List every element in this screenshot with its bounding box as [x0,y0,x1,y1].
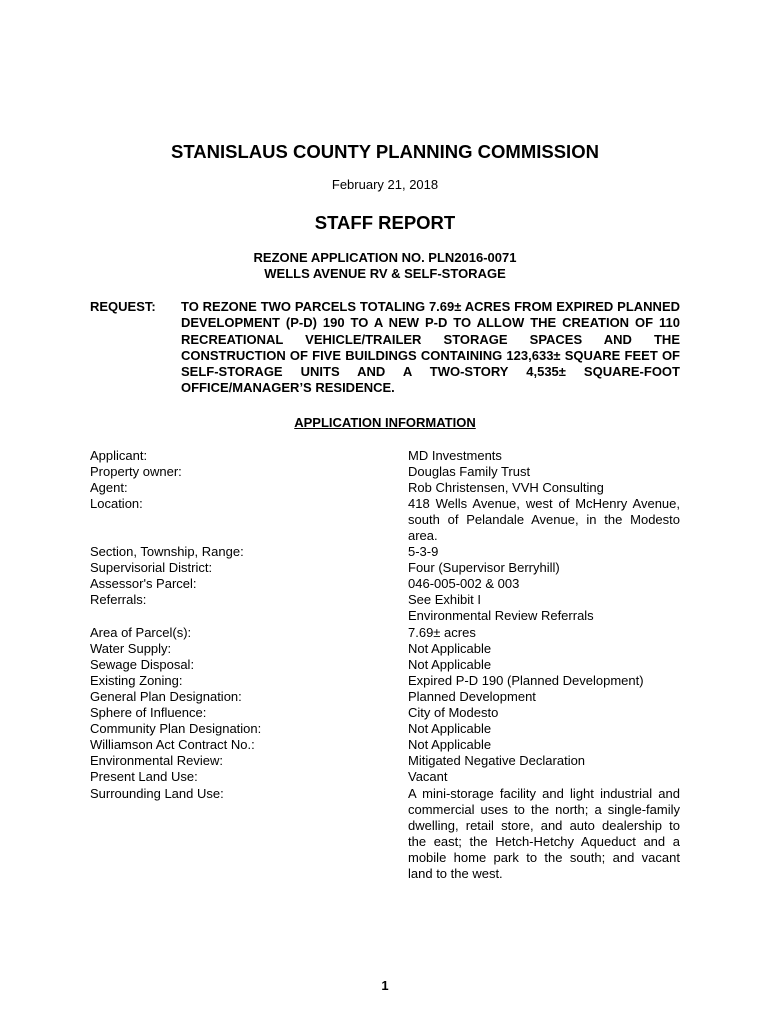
value-community-plan-designation: Not Applicable [408,721,492,736]
value-assessors-parcel: 046-005-002 & 003 [408,576,520,591]
label-location: Location: [90,496,143,511]
label-agent: Agent: [90,480,128,495]
project-name: WELLS AVENUE RV & SELF-STORAGE [264,266,506,281]
label-sphere-of-influence: Sphere of Influence: [90,705,207,720]
application-number: REZONE APPLICATION NO. PLN2016-0071 [253,250,517,265]
value-environmental-review: Mitigated Negative Declaration [408,753,586,768]
label-property-owner: Property owner: [90,464,182,479]
value-location: 418 Wells Avenue, west of McHenry Avenue, south of Pelandale Avenue, in the Modesto area. [408,496,680,544]
value-property-owner: Douglas Family Trust [408,464,531,479]
value-sewage-disposal: Not Applicable [408,657,492,672]
label-section-township-range: Section, Township, Range: [90,544,244,559]
value-sphere-of-influence: City of Modesto [408,705,499,720]
label-assessors-parcel: Assessor's Parcel: [90,576,197,591]
document-title: STANISLAUS COUNTY PLANNING COMMISSION [171,141,599,162]
report-date: February 21, 2018 [331,177,439,192]
value-applicant: MD Investments [408,448,502,463]
label-community-plan-designation: Community Plan Designation: [90,721,262,736]
label-environmental-review: Environmental Review: [90,753,223,768]
label-existing-zoning: Existing Zoning: [90,673,183,688]
value-area-of-parcels: 7.69± acres [408,625,476,640]
value-referrals: See Exhibit I [408,592,481,607]
value-water-supply: Not Applicable [408,641,492,656]
label-sewage-disposal: Sewage Disposal: [90,657,195,672]
value-surrounding-land-use: A mini-storage facility and light industrial and commercial uses to the north; a single-family dwelling, retail store, and auto dealership to the east; the Hetch-Hetchy Aqueduct and a mobile home park to the south; and vacant land to the west. [408,786,680,882]
value-agent: Rob Christensen, VVH Consulting [408,480,604,495]
label-general-plan-designation: General Plan Designation: [90,689,242,704]
value-referrals-continued: Environmental Review Referrals [408,608,594,623]
label-surrounding-land-use: Surrounding Land Use: [90,786,224,801]
label-present-land-use: Present Land Use: [90,769,198,784]
label-area-of-parcels: Area of Parcel(s): [90,625,192,640]
label-applicant: Applicant: [90,448,148,463]
report-type-heading: STAFF REPORT [314,212,456,233]
application-information-heading-text: APPLICATION INFORMATION [294,415,476,430]
value-supervisorial-district: Four (Supervisor Berryhill) [408,560,560,575]
request-label: REQUEST: [90,299,156,314]
value-general-plan-designation: Planned Development [408,689,536,704]
label-referrals: Referrals: [90,592,147,607]
request-text: TO REZONE TWO PARCELS TOTALING 7.69± ACRES FROM EXPIRED PLANNED DEVELOPMENT (P-D) 190 TO A NEW P-D TO ALLOW THE CREATION OF 110 RECREATIONAL VEHICLE/TRAILER STORAGE SPACES AND THE CONSTRUCTION OF FIVE BUILDINGS CONTAINING 123,633± SQUARE FEET OF SELF-STORAGE UNITS AND A TWO-STORY 4,535± SQUARE-FOOT OFFICE/MANAGER’S RESIDENCE. [181,299,680,396]
label-supervisorial-district: Supervisorial District: [90,560,213,575]
value-present-land-use: Vacant [408,769,448,784]
value-existing-zoning: Expired P-D 190 (Planned Development) [408,673,644,688]
value-section-township-range: 5-3-9 [408,544,439,559]
value-williamson-act-contract: Not Applicable [408,737,492,752]
page-number: 1 [381,978,389,993]
label-williamson-act-contract: Williamson Act Contract No.: [90,737,255,752]
label-water-supply: Water Supply: [90,641,172,656]
application-information-heading [0,415,770,430]
